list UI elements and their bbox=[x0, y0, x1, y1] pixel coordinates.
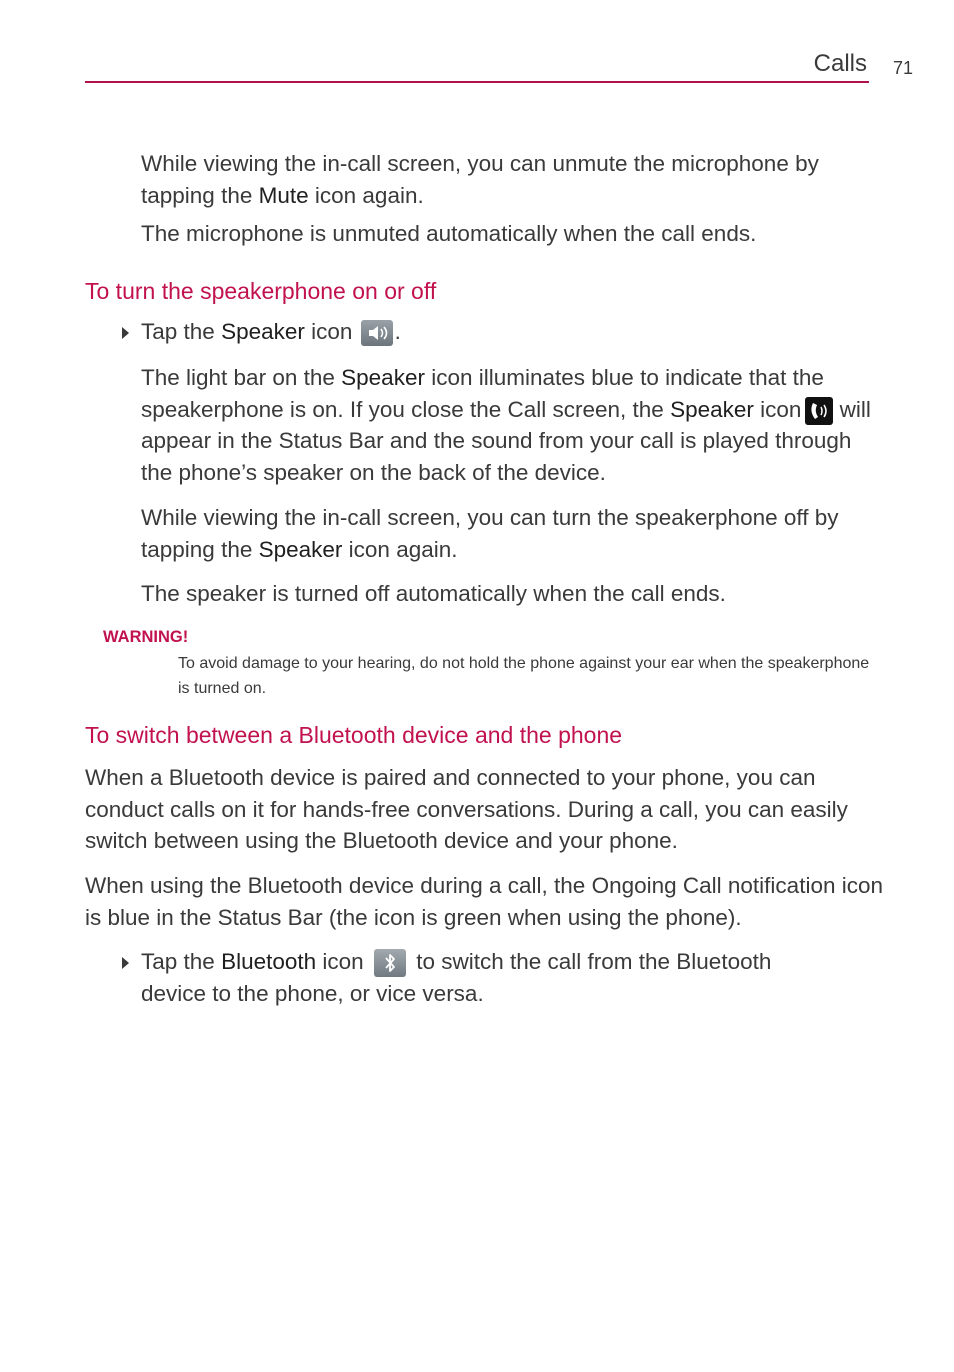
text: icon again. bbox=[308, 182, 424, 208]
header-rule bbox=[85, 81, 869, 83]
text: The light bar on the bbox=[141, 365, 342, 390]
speaker-step bbox=[141, 316, 881, 348]
text: icon bbox=[753, 396, 802, 422]
text: While viewing the in-call screen, you can unmute the microphone by tapping the bbox=[141, 151, 819, 208]
text: will appear in the Status Bar and the sound from your call is played through the phone’s speaker on the back of the device. bbox=[141, 396, 871, 485]
bluetooth-icon bbox=[374, 949, 406, 977]
bluetooth-paragraph-2: When using the Bluetooth device during a call, the Ongoing Call notification icon is blue in the Status Bar (the icon is green when using the phone). bbox=[85, 873, 883, 930]
text: . bbox=[394, 319, 401, 344]
speaker-auto-paragraph: The speaker is turned off automatically when the call ends. bbox=[141, 581, 726, 606]
bullet-arrow-icon bbox=[122, 957, 129, 969]
mute-term: Mute bbox=[258, 182, 309, 208]
mute-paragraph bbox=[141, 148, 881, 211]
text: While viewing the in-call screen, you can turn the speakerphone off by tapping the bbox=[141, 505, 839, 562]
speaker-icon bbox=[361, 320, 393, 346]
speakerphone-status-icon bbox=[805, 397, 833, 425]
page-number: 71 bbox=[893, 58, 914, 78]
speaker-term: Speaker bbox=[670, 396, 754, 422]
text: icon bbox=[304, 319, 353, 344]
speaker-term: Speaker bbox=[258, 536, 343, 562]
speaker-off-paragraph bbox=[141, 502, 886, 565]
speaker-term: Speaker bbox=[341, 365, 425, 390]
speaker-term: Speaker bbox=[221, 319, 305, 344]
section-title: Calls bbox=[813, 50, 867, 77]
bluetooth-heading: To switch between a Bluetooth device and the phone bbox=[85, 722, 623, 748]
text: Tap the bbox=[141, 949, 222, 974]
warning-label: WARNING! bbox=[103, 628, 189, 646]
bluetooth-paragraph-1: When a Bluetooth device is paired and connected to your phone, you can conduct calls on it for hands-free conversations. During a call, you can easily switch between using the Bluetooth device and your phone. bbox=[85, 765, 848, 853]
text: icon again. bbox=[342, 536, 458, 562]
text: icon bbox=[316, 949, 364, 974]
warning-text: To avoid damage to your hearing, do not hold the phone against your ear when the speakerphone is turned on. bbox=[178, 655, 870, 697]
speaker-heading: To turn the speakerphone on or off bbox=[85, 278, 437, 304]
speaker-light-paragraph bbox=[141, 362, 881, 488]
mute-auto-paragraph: The microphone is unmuted automatically when the call ends. bbox=[141, 221, 757, 246]
text: to switch the call from the Bluetooth device to the phone, or vice versa. bbox=[141, 949, 772, 1006]
bullet-arrow-icon bbox=[122, 327, 129, 339]
bluetooth-term: Bluetooth bbox=[221, 949, 317, 974]
text: Tap the bbox=[141, 319, 222, 344]
bluetooth-step bbox=[141, 946, 841, 1009]
text: icon illuminates blue to indicate that the speakerphone is on. If you close the Call screen, the bbox=[141, 365, 824, 422]
